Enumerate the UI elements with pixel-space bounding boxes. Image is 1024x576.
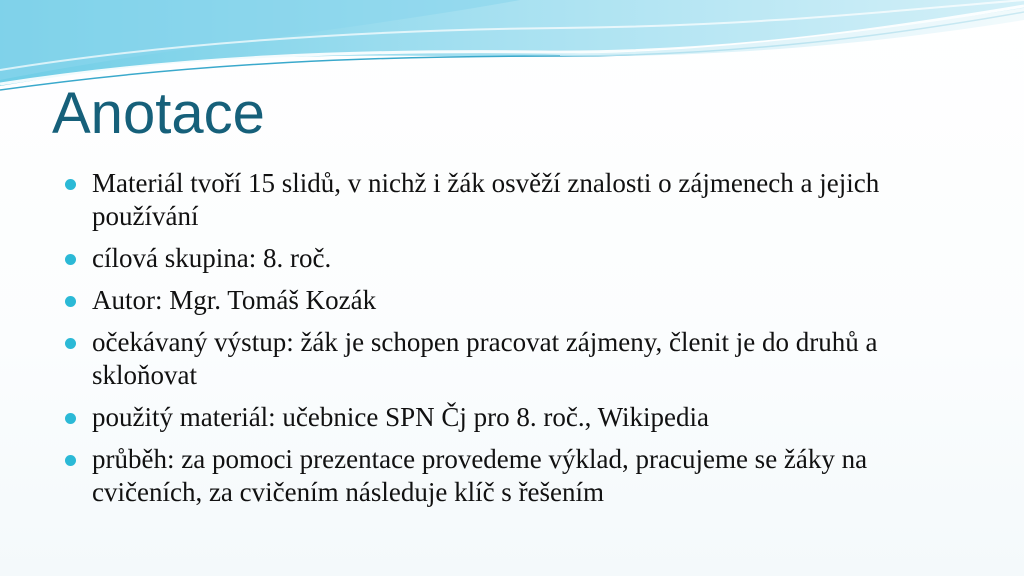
list-item [62,326,962,392]
list-item [62,284,962,317]
slide-title: Anotace [52,81,265,146]
bullet-list [62,167,962,518]
bullet-dot-icon [65,413,76,424]
bullet-text: Materiál tvoří 15 slidů, v nichž i žák osvěží znalosti o zájmenech a jejich používání [92,168,880,231]
bullet-dot-icon [65,179,76,190]
bullet-text: průběh: za pomoci prezentace provedeme výklad, pracujeme se žáky na cvičeních, za cvičením následuje klíč s řešením [92,444,868,507]
list-item [62,242,962,275]
list-item [62,401,962,434]
bullet-text: očekávaný výstup: žák je schopen pracovat zájmeny, členit je do druhů a skloňovat [92,327,878,390]
list-item [62,443,962,509]
bullet-text: cílová skupina: 8. roč. [92,243,332,273]
list-item [62,167,962,233]
bullet-dot-icon [65,455,76,466]
bullet-text: Autor: Mgr. Tomáš Kozák [92,285,377,315]
bullet-text: použitý materiál: učebnice SPN Čj pro 8. roč., Wikipedia [92,402,710,432]
bullet-dot-icon [65,338,76,349]
bullet-dot-icon [65,296,76,307]
bullet-dot-icon [65,254,76,265]
